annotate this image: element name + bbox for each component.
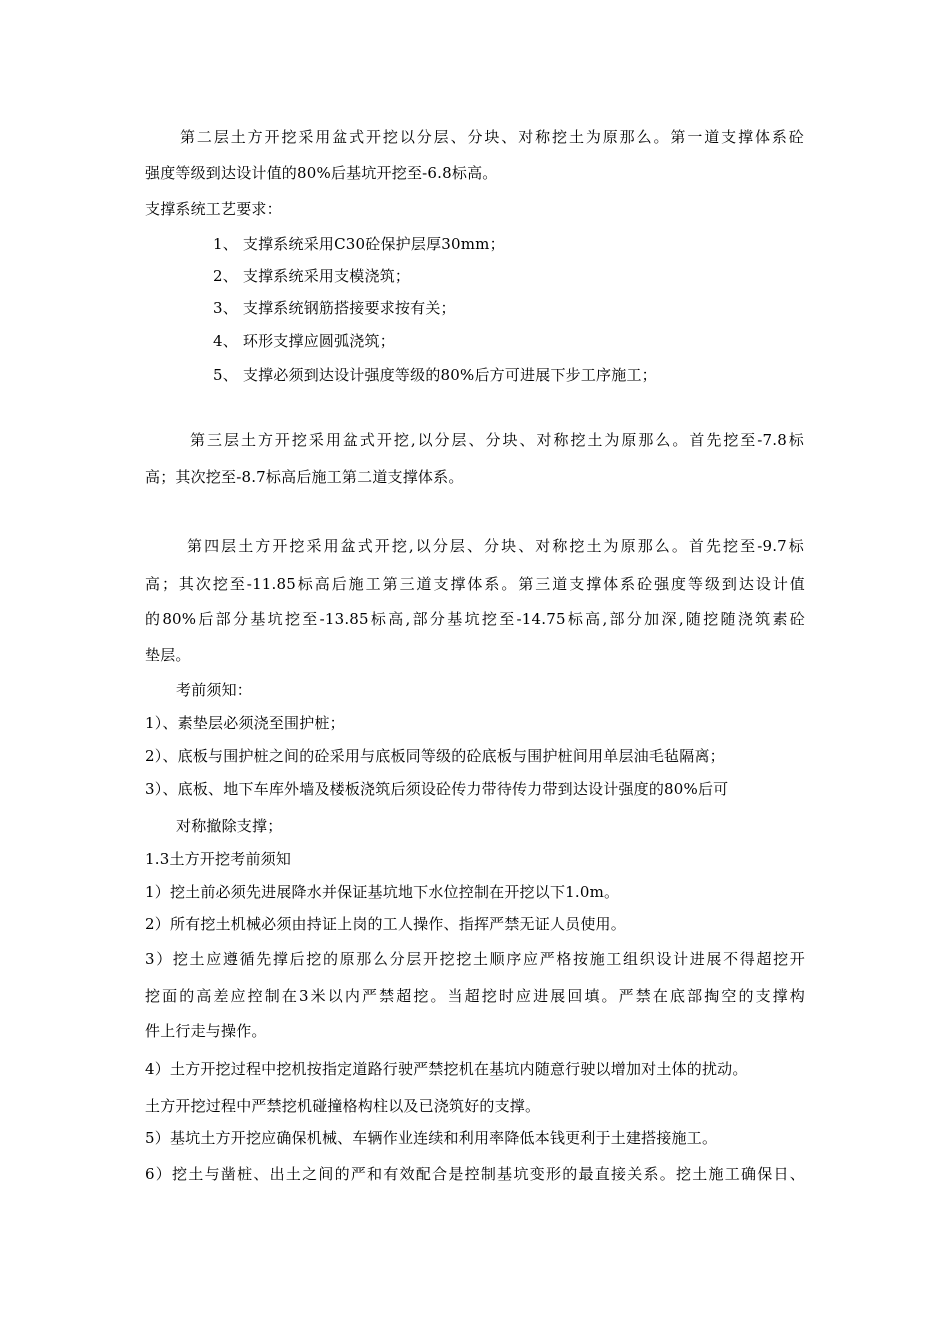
list-item: 6）挖土与凿桩、出土之间的严和有效配合是控制基坑变形的最直接关系。挖土施工确保日、 — [145, 1165, 805, 1183]
notice-item: 1）、素垫层必须浇至围护桩； — [145, 714, 345, 732]
list-item-continuation: 挖面的高差应控制在3米以内严禁超挖。当超挖时应进展回填。严禁在底部掏空的支撑构 — [145, 987, 805, 1005]
paragraph-line: 第三层土方开挖采用盆式开挖,以分层、分块、对称挖土为原那么。首先挖至-7.8标 — [190, 431, 804, 449]
paragraph-line: 强度等级到达设计值的80%后基坑开挖至-6.8标高。 — [145, 164, 498, 182]
paragraph-line: 垫层。 — [145, 646, 191, 664]
list-item: 5）基坑土方开挖应确保机械、车辆作业连续和利用率降低本钱更利于土建搭接施工。 — [145, 1129, 718, 1147]
list-item: 2）所有挖土机械必须由持证上岗的工人操作、指挥严禁无证人员使用。 — [145, 915, 626, 933]
list-item: 1）挖土前必须先进展降水并保证基坑地下水位控制在开挖以下1.0m。 — [145, 883, 620, 901]
list-item-continuation: 件上行走与操作。 — [145, 1022, 267, 1040]
support-heading: 支撑系统工艺要求： — [145, 200, 282, 218]
paragraph-line: 第四层土方开挖采用盆式开挖,以分层、分块、对称挖土为原那么。首先挖至-9.7标 — [187, 537, 804, 555]
paragraph-line: 高；其次挖至-8.7标高后施工第二道支撑体系。 — [145, 468, 464, 486]
notice-item: 3）、底板、地下车库外墙及楼板浇筑后须设砼传力带待传力带到达设计强度的80%后可 — [145, 780, 729, 798]
notice-item: 2）、底板与围护桩之间的砼采用与底板同等级的砼底板与围护桩间用单层油毛毡隔离； — [145, 747, 725, 765]
paragraph-line: 高；其次挖至-11.85标高后施工第三道支撑体系。第三道支撑体系砼强度等级到达设计值 — [145, 575, 805, 593]
support-item: 2、 支撑系统采用支模浇筑； — [213, 267, 411, 285]
support-item: 3、 支撑系统钢筋搭接要求按有关； — [213, 299, 456, 317]
list-item: 4）土方开挖过程中挖机按指定道路行驶严禁挖机在基坑内随意行驶以增加对土体的扰动。 — [145, 1060, 748, 1078]
support-item: 5、 支撑必须到达设计强度等级的80%后方可进展下步工序施工； — [213, 366, 657, 384]
section-heading: 1.3土方开挖考前须知 — [145, 850, 292, 868]
support-item: 1、 支撑系统采用C30砼保护层厚30mm； — [213, 235, 505, 253]
list-item: 3）挖土应遵循先撑后挖的原那么分层开挖挖土顺序应严格按施工组织设计进展不得超挖开 — [145, 950, 805, 968]
list-item-continuation: 土方开挖过程中严禁挖机碰撞格构柱以及已浇筑好的支撑。 — [145, 1097, 541, 1115]
notice-item-continuation: 对称撤除支撑； — [176, 817, 283, 835]
paragraph-line: 的80%后部分基坑挖至-13.85标高,部分基坑挖至-14.75标高,部分加深,随挖随浇筑素砼 — [145, 610, 805, 628]
notice-heading: 考前须知： — [176, 681, 253, 699]
paragraph-line: 第二层土方开挖采用盆式开挖以分层、分块、对称挖土为原那么。第一道支撑体系砼 — [180, 128, 804, 146]
support-item: 4、 环形支撑应圆弧浇筑； — [213, 332, 395, 350]
